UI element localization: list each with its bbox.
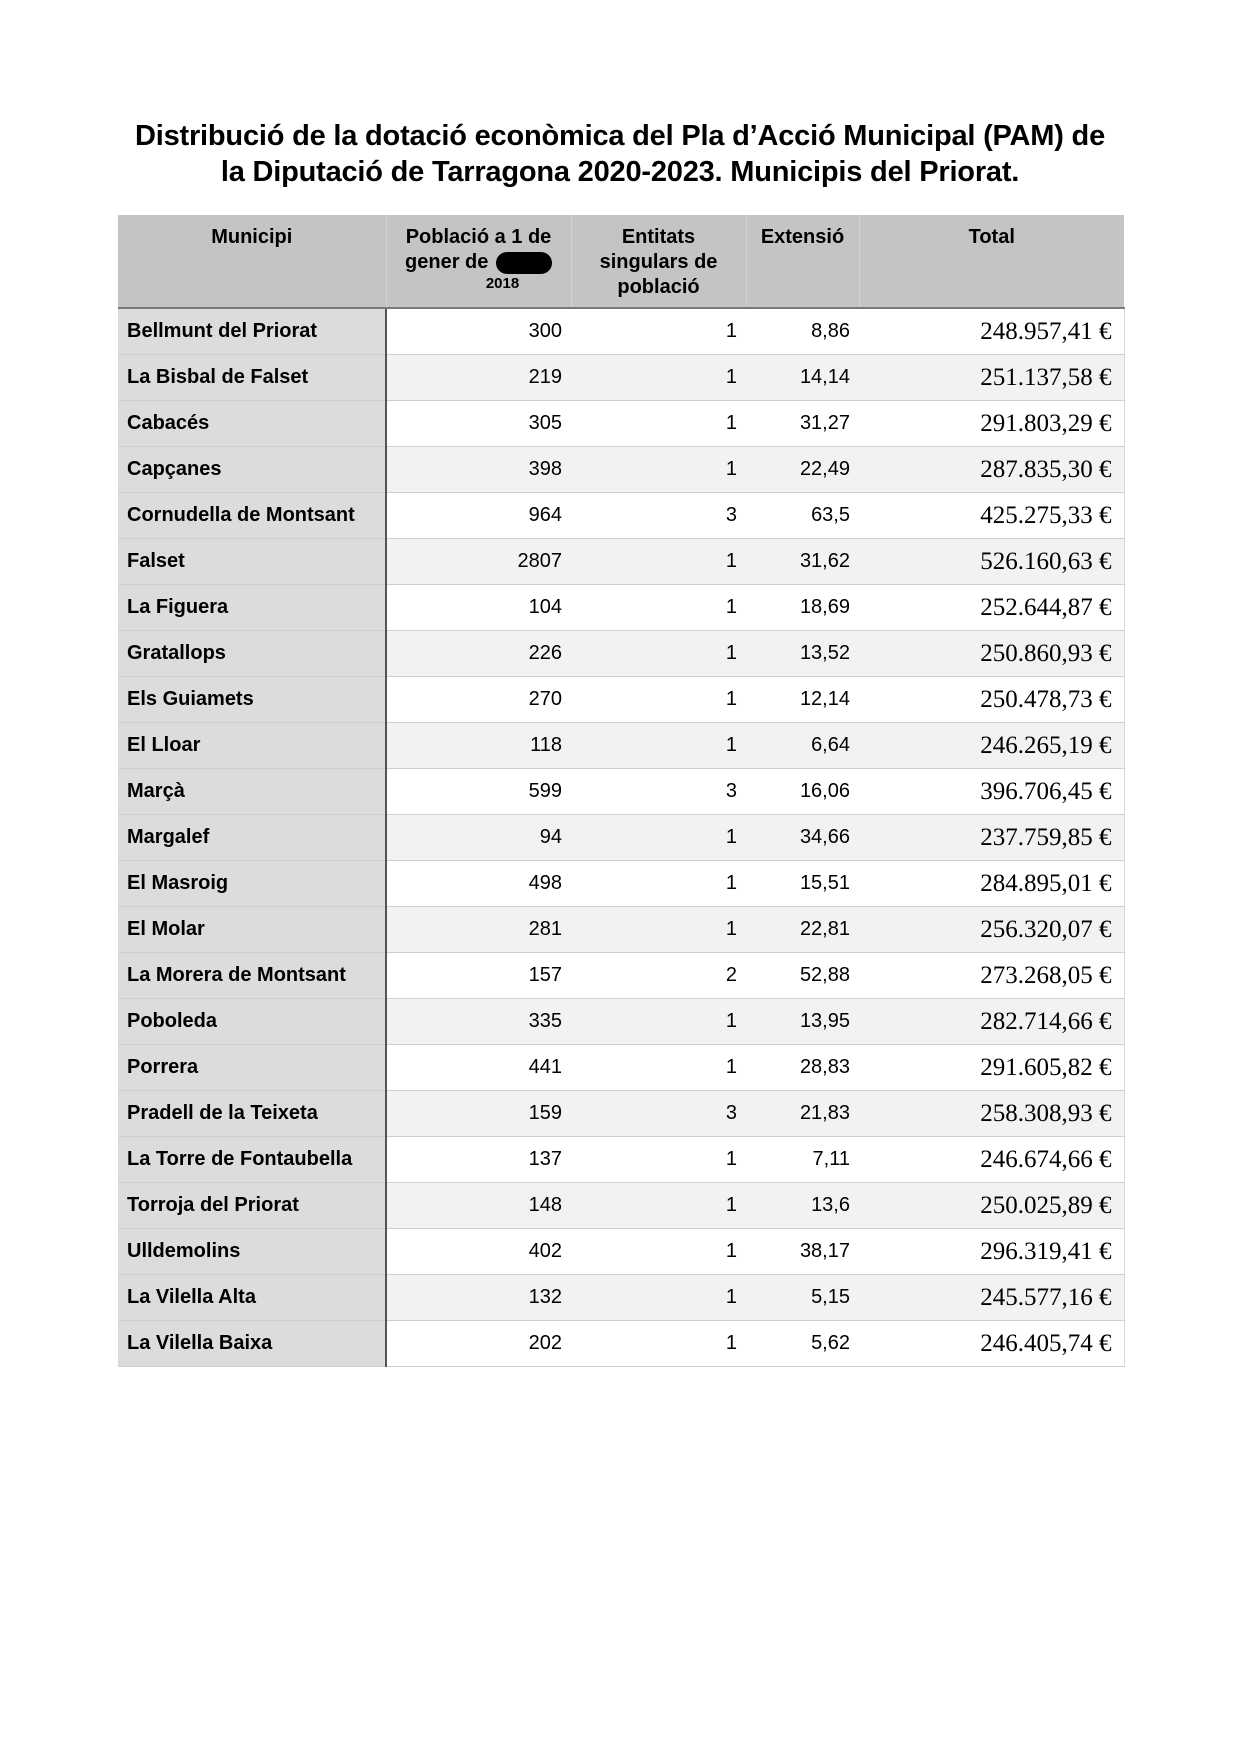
- table-row: [118, 1091, 1124, 1137]
- table-row: [118, 631, 1124, 677]
- cell-total: 296.319,41 €: [859, 1229, 1124, 1275]
- table-row: [118, 723, 1124, 769]
- cell-poblacio: 441: [386, 1045, 571, 1091]
- cell-entitats: 1: [571, 1045, 746, 1091]
- table-row: [118, 1275, 1124, 1321]
- cell-extensio: 13,95: [746, 999, 859, 1045]
- cell-poblacio: 300: [386, 308, 571, 355]
- cell-total: 284.895,01 €: [859, 861, 1124, 907]
- cell-entitats: 1: [571, 355, 746, 401]
- cell-entitats: 1: [571, 861, 746, 907]
- cell-extensio: 14,14: [746, 355, 859, 401]
- table-row: [118, 355, 1124, 401]
- cell-entitats: 3: [571, 769, 746, 815]
- cell-municipi: El Molar: [118, 907, 386, 953]
- cell-municipi: Poboleda: [118, 999, 386, 1045]
- cell-total: 273.268,05 €: [859, 953, 1124, 999]
- cell-poblacio: 281: [386, 907, 571, 953]
- table-row: [118, 401, 1124, 447]
- cell-municipi: Ulldemolins: [118, 1229, 386, 1275]
- cell-total: 237.759,85 €: [859, 815, 1124, 861]
- title-line-1: Distribució de la dotació econòmica del Pla d’Acció Municipal (PAM) de: [134, 120, 1106, 152]
- cell-entitats: 1: [571, 1229, 746, 1275]
- cell-poblacio: 137: [386, 1137, 571, 1183]
- pam-distribution-table: [118, 215, 1125, 1367]
- cell-municipi: Marçà: [118, 769, 386, 815]
- cell-municipi: La Figuera: [118, 585, 386, 631]
- table-row: [118, 1137, 1124, 1183]
- cell-entitats: 1: [571, 308, 746, 355]
- cell-entitats: 1: [571, 1275, 746, 1321]
- table-row: [118, 861, 1124, 907]
- cell-entitats: 1: [571, 631, 746, 677]
- cell-extensio: 5,15: [746, 1275, 859, 1321]
- cell-extensio: 28,83: [746, 1045, 859, 1091]
- cell-entitats: 1: [571, 815, 746, 861]
- cell-extensio: 8,86: [746, 308, 859, 355]
- cell-extensio: 22,49: [746, 447, 859, 493]
- header-total: Total: [859, 215, 1124, 308]
- cell-extensio: 6,64: [746, 723, 859, 769]
- title-line-2: la Diputació de Tarragona 2020-2023. Municipis del Priorat.: [220, 156, 1020, 188]
- cell-poblacio: 964: [386, 493, 571, 539]
- table-header: [118, 215, 1124, 308]
- header-row: [118, 215, 1124, 308]
- table-row: [118, 1045, 1124, 1091]
- cell-poblacio: 398: [386, 447, 571, 493]
- cell-entitats: 1: [571, 447, 746, 493]
- table-row: [118, 1229, 1124, 1275]
- cell-entitats: 3: [571, 1091, 746, 1137]
- cell-municipi: El Masroig: [118, 861, 386, 907]
- cell-entitats: 2: [571, 953, 746, 999]
- cell-total: 425.275,33 €: [859, 493, 1124, 539]
- cell-municipi: Cornudella de Montsant: [118, 493, 386, 539]
- cell-poblacio: 94: [386, 815, 571, 861]
- cell-municipi: Torroja del Priorat: [118, 1183, 386, 1229]
- cell-total: 256.320,07 €: [859, 907, 1124, 953]
- cell-municipi: Gratallops: [118, 631, 386, 677]
- cell-extensio: 16,06: [746, 769, 859, 815]
- header-poblacio-line2: gener de: [405, 251, 489, 273]
- cell-total: 287.835,30 €: [859, 447, 1124, 493]
- cell-municipi: Porrera: [118, 1045, 386, 1091]
- table-row: [118, 769, 1124, 815]
- table-row: [118, 1321, 1124, 1367]
- cell-poblacio: 402: [386, 1229, 571, 1275]
- cell-entitats: 1: [571, 677, 746, 723]
- cell-extensio: 7,11: [746, 1137, 859, 1183]
- cell-poblacio: 498: [386, 861, 571, 907]
- cell-extensio: 13,6: [746, 1183, 859, 1229]
- table-row: [118, 493, 1124, 539]
- cell-municipi: La Morera de Montsant: [118, 953, 386, 999]
- cell-municipi: Falset: [118, 539, 386, 585]
- cell-extensio: 63,5: [746, 493, 859, 539]
- cell-extensio: 38,17: [746, 1229, 859, 1275]
- table-row: [118, 1183, 1124, 1229]
- cell-entitats: 1: [571, 907, 746, 953]
- cell-municipi: Pradell de la Teixeta: [118, 1091, 386, 1137]
- cell-municipi: Capçanes: [118, 447, 386, 493]
- table-row: [118, 907, 1124, 953]
- document-title: [100, 118, 1140, 190]
- cell-extensio: 13,52: [746, 631, 859, 677]
- cell-entitats: 1: [571, 1137, 746, 1183]
- cell-entitats: 1: [571, 999, 746, 1045]
- cell-municipi: Bellmunt del Priorat: [118, 308, 386, 355]
- cell-extensio: 21,83: [746, 1091, 859, 1137]
- table-row: [118, 447, 1124, 493]
- cell-total: 250.860,93 €: [859, 631, 1124, 677]
- cell-total: 250.478,73 €: [859, 677, 1124, 723]
- cell-municipi: Margalef: [118, 815, 386, 861]
- table-row: [118, 539, 1124, 585]
- table-row: [118, 308, 1124, 355]
- cell-municipi: La Torre de Fontaubella: [118, 1137, 386, 1183]
- cell-total: 248.957,41 €: [859, 308, 1124, 355]
- table-body: [118, 308, 1124, 1367]
- cell-poblacio: 335: [386, 999, 571, 1045]
- cell-extensio: 18,69: [746, 585, 859, 631]
- cell-municipi: La Vilella Alta: [118, 1275, 386, 1321]
- cell-entitats: 3: [571, 493, 746, 539]
- table-row: [118, 677, 1124, 723]
- cell-poblacio: 132: [386, 1275, 571, 1321]
- cell-municipi: Cabacés: [118, 401, 386, 447]
- cell-municipi: La Vilella Baixa: [118, 1321, 386, 1367]
- cell-poblacio: 104: [386, 585, 571, 631]
- cell-extensio: 5,62: [746, 1321, 859, 1367]
- header-extensio: Extensió: [746, 215, 859, 308]
- cell-extensio: 52,88: [746, 953, 859, 999]
- cell-extensio: 31,62: [746, 539, 859, 585]
- cell-entitats: 1: [571, 1321, 746, 1367]
- cell-extensio: 15,51: [746, 861, 859, 907]
- cell-total: 526.160,63 €: [859, 539, 1124, 585]
- header-municipi: Municipi: [118, 215, 386, 308]
- cell-total: 291.803,29 €: [859, 401, 1124, 447]
- cell-poblacio: 2807: [386, 539, 571, 585]
- header-poblacio: [386, 215, 571, 308]
- cell-entitats: 1: [571, 585, 746, 631]
- cell-municipi: La Bisbal de Falset: [118, 355, 386, 401]
- table-row: [118, 999, 1124, 1045]
- cell-total: 282.714,66 €: [859, 999, 1124, 1045]
- cell-municipi: El Lloar: [118, 723, 386, 769]
- cell-poblacio: 148: [386, 1183, 571, 1229]
- cell-entitats: 1: [571, 539, 746, 585]
- cell-extensio: 12,14: [746, 677, 859, 723]
- cell-extensio: 34,66: [746, 815, 859, 861]
- pam-table-container: [118, 215, 1124, 1367]
- cell-extensio: 31,27: [746, 401, 859, 447]
- cell-total: 246.674,66 €: [859, 1137, 1124, 1183]
- cell-municipi: Els Guiamets: [118, 677, 386, 723]
- table-row: [118, 815, 1124, 861]
- header-entitats: Entitats singulars de població: [571, 215, 746, 308]
- table-row: [118, 953, 1124, 999]
- cell-poblacio: 157: [386, 953, 571, 999]
- cell-poblacio: 226: [386, 631, 571, 677]
- table-row: [118, 585, 1124, 631]
- cell-poblacio: 118: [386, 723, 571, 769]
- cell-poblacio: 270: [386, 677, 571, 723]
- cell-total: 252.644,87 €: [859, 585, 1124, 631]
- cell-entitats: 1: [571, 723, 746, 769]
- redaction-mark: [496, 252, 552, 274]
- header-poblacio-line1: Població a 1 de: [405, 226, 552, 248]
- cell-total: 250.025,89 €: [859, 1183, 1124, 1229]
- cell-poblacio: 599: [386, 769, 571, 815]
- header-poblacio-year: 2018: [485, 275, 520, 292]
- cell-poblacio: 219: [386, 355, 571, 401]
- cell-poblacio: 305: [386, 401, 571, 447]
- cell-total: 258.308,93 €: [859, 1091, 1124, 1137]
- cell-total: 291.605,82 €: [859, 1045, 1124, 1091]
- cell-entitats: 1: [571, 1183, 746, 1229]
- cell-entitats: 1: [571, 401, 746, 447]
- cell-total: 246.405,74 €: [859, 1321, 1124, 1367]
- cell-total: 396.706,45 €: [859, 769, 1124, 815]
- cell-extensio: 22,81: [746, 907, 859, 953]
- cell-poblacio: 202: [386, 1321, 571, 1367]
- cell-poblacio: 159: [386, 1091, 571, 1137]
- cell-total: 246.265,19 €: [859, 723, 1124, 769]
- cell-total: 251.137,58 €: [859, 355, 1124, 401]
- cell-total: 245.577,16 €: [859, 1275, 1124, 1321]
